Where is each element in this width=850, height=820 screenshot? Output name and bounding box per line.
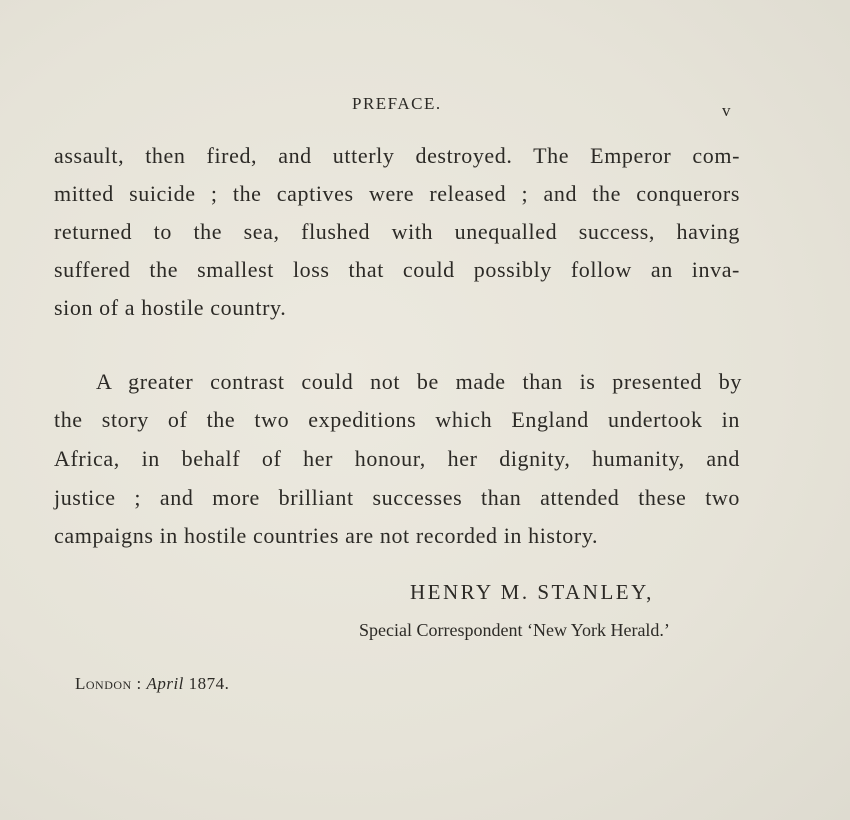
dateline bbox=[75, 674, 229, 694]
paragraph-1-line-4: suffered the smallest loss that could possibly follow an inva- bbox=[54, 257, 740, 282]
paragraph-1-line-2: mitted suicide ; the captives were released ; and the conquerors bbox=[54, 181, 740, 206]
paragraph-2-line-2: the story of the two expeditions which England undertook in bbox=[54, 407, 740, 432]
paragraph-1-line-5: sion of a hostile country. bbox=[54, 295, 287, 320]
paragraph-1-line-1: assault, then fired, and utterly destroyed. The Emperor com- bbox=[54, 143, 740, 168]
dateline-separator: : bbox=[131, 674, 147, 693]
paragraph-2-line-3: Africa, in behalf of her honour, her dignity, humanity, and bbox=[54, 446, 740, 471]
paragraph-2-line-4: justice ; and more brilliant successes than attended these two bbox=[54, 485, 740, 510]
running-head: PREFACE. bbox=[352, 94, 442, 113]
dateline-place: London bbox=[75, 674, 132, 693]
paragraph-1-line-3: returned to the sea, flushed with unequalled success, having bbox=[54, 219, 740, 244]
author-signature: HENRY M. STANLEY, bbox=[410, 580, 654, 604]
paragraph-2-line-1: A greater contrast could not be made than is presented by bbox=[96, 369, 742, 394]
dateline-month: April bbox=[146, 674, 184, 693]
dateline-year: 1874. bbox=[183, 674, 230, 693]
paragraph-2-line-5: campaigns in hostile countries are not recorded in history. bbox=[54, 523, 599, 548]
author-affiliation: Special Correspondent ‘New York Herald.’ bbox=[359, 620, 670, 640]
page-number: v bbox=[722, 101, 731, 120]
